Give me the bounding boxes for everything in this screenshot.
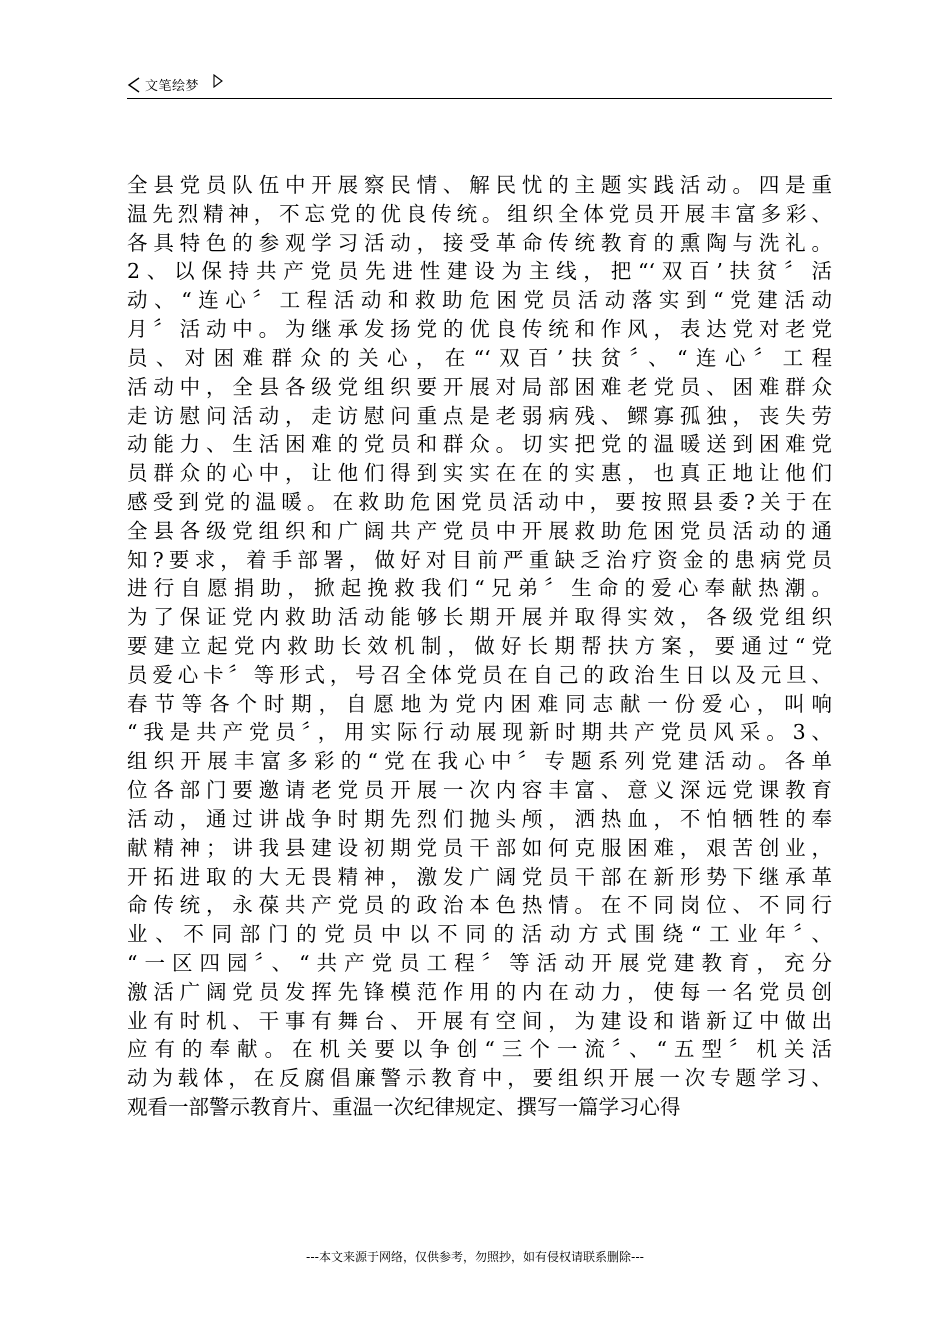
text-line: 开拓进取的大无畏精神，激发广阔党员干部在新形势下继承革	[127, 864, 832, 889]
text-line: 业有时机、干事有舞台、开展有空间，为建设和谐新辽中做出	[127, 1008, 832, 1033]
text-line: 春节等各个时期，自愿地为党内困难同志献一份爱心，叫响	[127, 691, 832, 716]
page-footer: ---本文来源于网络，仅供参考，勿照抄，如有侵权请联系删除---	[306, 1250, 644, 1264]
text-line: 动、“连心〞工程活动和救助危困党员活动落实到“党建活动	[127, 288, 832, 313]
text-line: 月〞活动中。为继承发扬党的优良传统和作风，表达党对老党	[127, 317, 832, 342]
text-line: “我是共产党员〞，用实际行动展现新时期共产党员风采。3、	[127, 720, 832, 745]
text-line: 观看一部警示教育片、重温一次纪律规定、撰写一篇学习心得	[127, 1095, 681, 1119]
text-line: 激活广阔党员发挥先锋模范作用的内在动力，使每一名党员创	[127, 979, 832, 1004]
text-line: 全县党员队伍中开展察民情、解民忧的主题实践活动。四是重	[127, 173, 832, 197]
text-line: 应有的奉献。在机关要以争创“三个一流〞、“五型〞机关活	[127, 1037, 832, 1062]
text-line: 命传统，永葆共产党员的政治本色热情。在不同岗位、不同行	[127, 893, 832, 918]
text-line: 活动中，全县各级党组织要开展对局部困难老党员、困难群众	[127, 374, 832, 399]
text-line: 要建立起党内救助长效机制，做好长期帮扶方案，要通过“党	[127, 634, 832, 658]
text-line: 员爱心卡〞等形式，号召全体党员在自己的政治生日以及元旦、	[127, 662, 832, 687]
text-line: 献精神；讲我县建设初期党员干部如何克服困难，艰苦创业，	[127, 835, 832, 860]
text-line: 2、以保持共产党员先进性建设为主线，把“‘双百’扶贫〞活	[127, 259, 832, 284]
text-line: 温先烈精神，不忘党的优良传统。组织全体党员开展丰富多彩、	[127, 201, 832, 226]
document-body	[127, 171, 832, 1122]
page-header	[127, 72, 832, 99]
text-line: 员、对困难群众的关心，在“‘双百’扶贫〞、“连心〞工程	[127, 345, 832, 370]
text-line: 全县各级党组织和广阔共产党员中开展救助危困党员活动的通	[127, 518, 832, 543]
text-line: 各具特色的参观学习活动，接受革命传统教育的熏陶与洗礼。	[127, 230, 832, 255]
text-line: “一区四园〞、“共产党员工程〞等活动开展党建教育，充分	[127, 950, 832, 975]
text-line: 感受到党的温暖。在救助危困党员活动中，要按照县委?关于在	[127, 489, 832, 514]
header-title: 文笔绘梦	[145, 79, 200, 94]
text-line: 活动，通过讲战争时期先烈们抛头颅，洒热血，不怕牺牲的奉	[127, 806, 832, 831]
text-line: 知?要求，着手部署，做好对目前严重缺乏治疗资金的患病党员	[127, 547, 832, 572]
text-line: 业、不同部门的党员中以不同的活动方式围绕“工业年〞、	[127, 922, 832, 947]
text-line: 走访慰问活动，走访慰问重点是老弱病残、鳏寡孤独，丧失劳	[127, 403, 832, 428]
text-line: 员群众的心中，让他们得到实实在在的实惠，也真正地让他们	[127, 461, 832, 486]
triangle-left-icon	[127, 76, 141, 94]
text-line: 组织开展丰富多彩的“党在我心中〞专题系列党建活动。各单	[127, 749, 832, 774]
text-line: 动能力、生活困难的党员和群众。切实把党的温暖送到困难党	[127, 432, 832, 457]
text-line: 为了保证党内救助活动能够长期开展并取得实效，各级党组织	[127, 605, 832, 630]
text-line: 动为载体，在反腐倡廉警示教育中，要组织开展一次专题学习、	[127, 1066, 832, 1091]
triangle-right-icon	[213, 74, 223, 88]
text-line: 位各部门要邀请老党员开展一次内容丰富、意义深远党课教育	[127, 778, 832, 803]
text-line: 进行自愿捐助，掀起挽救我们“兄弟〞生命的爱心奉献热潮。	[127, 576, 832, 601]
